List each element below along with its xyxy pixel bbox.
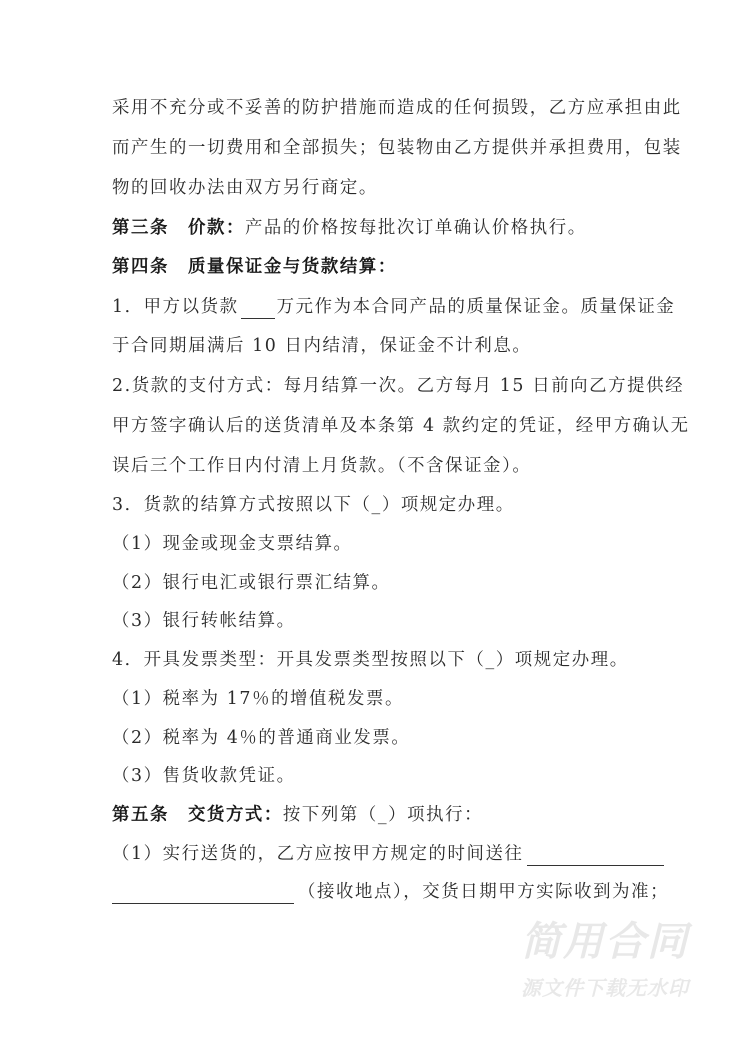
option-item: （2）银行电汇或银行票汇结算。 (112, 573, 391, 593)
amount-blank[interactable] (241, 300, 275, 319)
paragraph-line: 甲方签字确认后的送货清单及本条第 4 款约定的凭证，经甲方确认无 (112, 416, 690, 436)
option-item: （3）银行转帐结算。 (112, 611, 296, 631)
article-3 (112, 216, 632, 240)
article-3-heading: 第三条 价款： (112, 218, 245, 238)
paragraph-line: 误后三个工作日内付清上月货款。（不含保证金）。 (112, 456, 532, 476)
article-4-item-4: 4．开具发票类型：开具发票类型按照以下（_）项规定办理。 (112, 650, 629, 670)
paragraph-line: 于合同期届满后 10 日内结清，保证金不计利息。 (112, 336, 532, 356)
paragraph-line: 物的回收办法由双方另行商定。 (112, 178, 378, 198)
option-1-text-cont: （接收地点），交货日期甲方实际收到为准； (298, 882, 670, 902)
article-4-item-1 (112, 295, 676, 319)
article-3-body: 产品的价格按每批次订单确认价格执行。 (244, 218, 587, 238)
option-1-text: （1）实行送货的，乙方应按甲方规定的时间送往 (112, 844, 524, 864)
paragraph-line: 采用不充分或不妥善的防护措施而造成的任何损毁，乙方应承担由此 (112, 98, 682, 118)
item-1-text-cont: 万元作为本合同产品的质量保证金。质量保证金 (276, 297, 676, 317)
article-5-option-1-cont (112, 880, 670, 904)
delivery-location-blank[interactable] (527, 847, 664, 866)
article-5-body: 按下列第（_）项执行： (282, 805, 484, 825)
option-item: （1）税率为 17％的增值税发票。 (112, 689, 405, 709)
option-item: （2）税率为 4％的普通商业发票。 (112, 728, 411, 748)
article-4-item-2: 2.货款的支付方式：每月结算一次。乙方每月 15 日前向乙方提供经 (112, 376, 685, 396)
article-5-heading: 第五条 交货方式： (112, 805, 283, 825)
option-item: （1）现金或现金支票结算。 (112, 534, 353, 554)
watermark (505, 918, 705, 1002)
article-4-heading: 第四条 质量保证金与货款结算： (112, 257, 397, 277)
article-4-item-3: 3．货款的结算方式按照以下（_）项规定办理。 (112, 495, 515, 515)
delivery-location-blank-2[interactable] (112, 885, 294, 904)
article-5 (112, 803, 632, 827)
item-1-text: 1．甲方以货款 (112, 297, 239, 317)
article-5-option-1 (112, 842, 632, 866)
paragraph-line: 而产生的一切费用和全部损失；包装物由乙方提供并承担费用，包装 (112, 138, 682, 158)
watermark-subtitle: 源文件下载无水印 (521, 976, 689, 1000)
watermark-title: 简用合同 (521, 919, 689, 965)
option-item: （3）售货收款凭证。 (112, 766, 296, 786)
